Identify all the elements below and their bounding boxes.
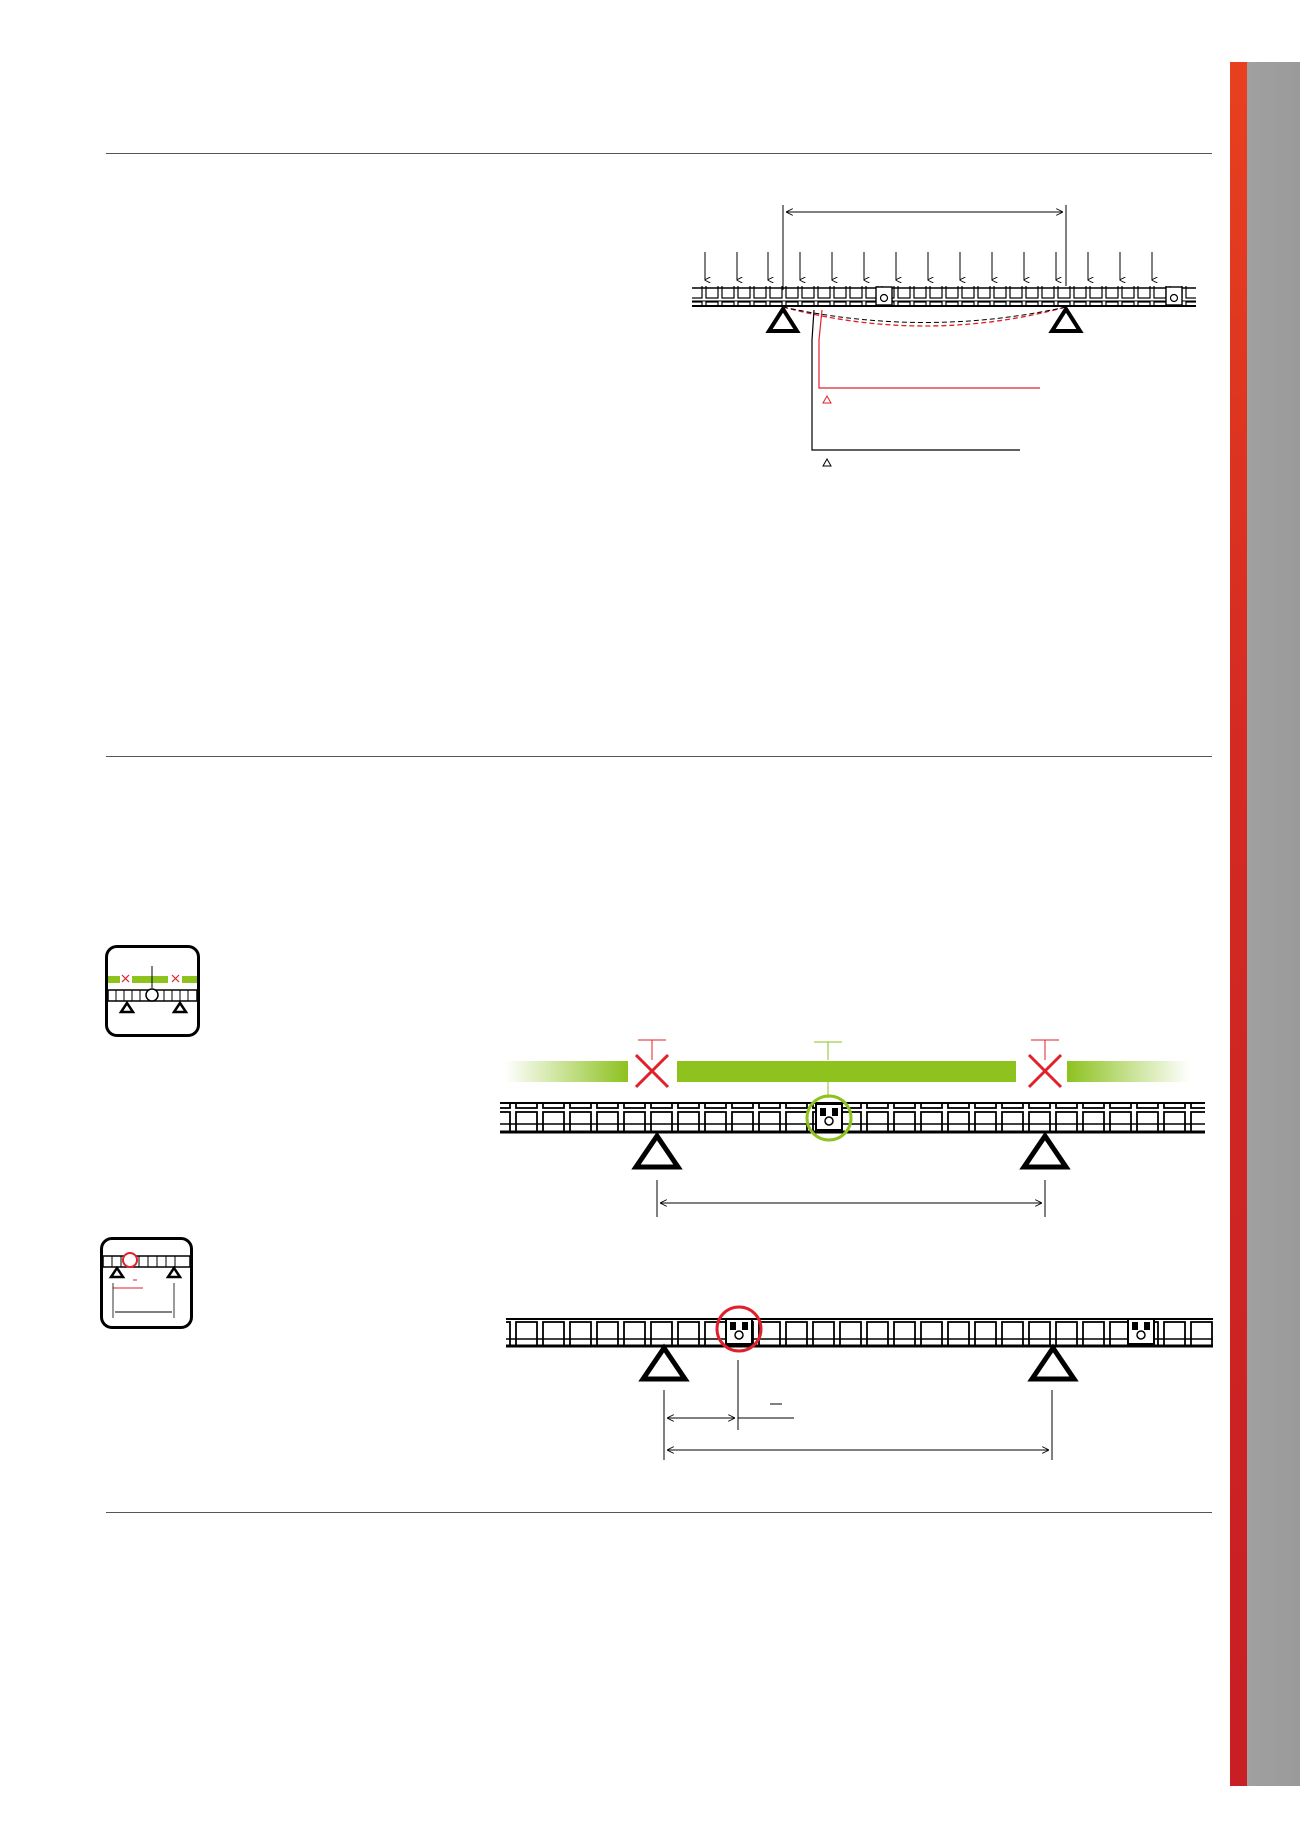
coupler-small-right <box>1166 287 1182 305</box>
coupling-offset-diagram <box>506 1307 1213 1460</box>
cable-tray-large <box>500 1102 1205 1132</box>
coupling-zone-diagram <box>500 1040 1205 1217</box>
support-left <box>769 309 797 331</box>
forbidden-marker-right <box>1031 1040 1059 1060</box>
forbidden-marker-left <box>638 1040 666 1060</box>
leader-black <box>812 310 1020 450</box>
coupler-offset-right <box>1128 1319 1154 1344</box>
distributed-load-arrows <box>705 252 1152 280</box>
side-grey-panel <box>1247 62 1300 1786</box>
zone-band-center <box>677 1061 1016 1082</box>
coupler-large <box>816 1104 842 1130</box>
coupling-zone-icon <box>105 945 200 1037</box>
cable-tray-small <box>692 286 1196 306</box>
leader-red <box>819 310 1040 388</box>
support-left-offset <box>643 1348 685 1379</box>
coupler-small <box>876 287 892 305</box>
coupling-offset-icon <box>100 1237 193 1329</box>
cable-tray-large-2 <box>506 1318 1213 1346</box>
deflection-curve-red <box>783 307 1066 326</box>
side-accent-band <box>1230 62 1247 1786</box>
support-right-large <box>1024 1136 1066 1167</box>
zone-band-left <box>505 1061 628 1082</box>
support-right <box>1052 309 1080 331</box>
delta-red <box>823 396 831 403</box>
zone-band-right <box>1067 1061 1190 1082</box>
coupler-offset <box>726 1319 752 1344</box>
support-right-offset <box>1032 1348 1074 1379</box>
deflection-diagram <box>692 205 1196 466</box>
support-left-large <box>636 1136 678 1167</box>
delta-black <box>823 459 831 466</box>
deflection-curve-black <box>783 307 1066 323</box>
